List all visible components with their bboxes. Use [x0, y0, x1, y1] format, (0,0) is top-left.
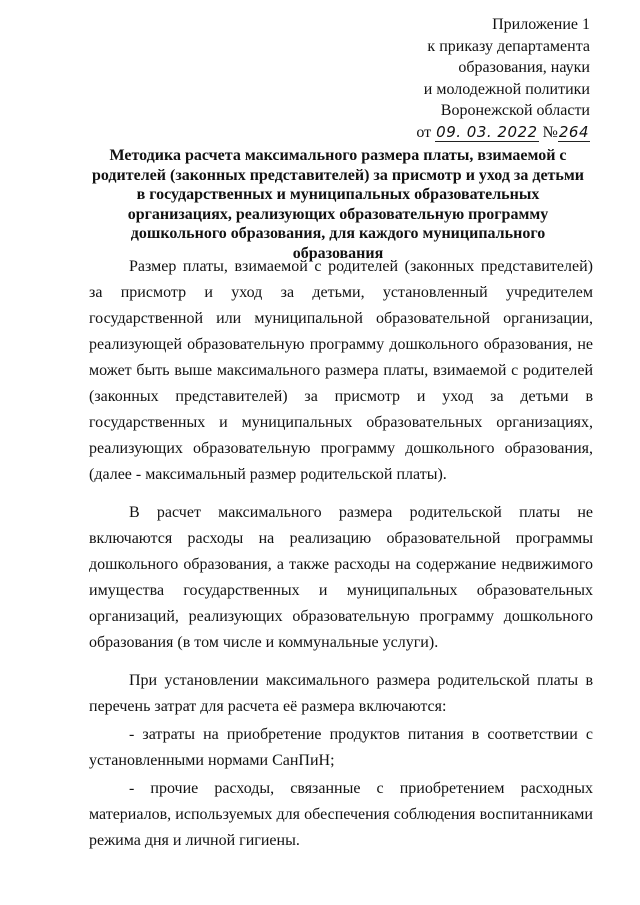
document-title: Методика расчета максимального размера платы, взимаемой с родителей (законных представителей) за присмотр и уход за детьми в государственных и муниципальных образовательных организациях, реализующих образовательную программу дошкольного образования, для каждого муниципального образования	[91, 147, 584, 262]
list-item-other-costs: - прочие расходы, связанные с приобретением расходных материалов, используемых для обеспечения соблюдения воспитанниками режима дня и личной гигиены.	[89, 780, 593, 849]
appendix-title: Приложение 1	[492, 16, 590, 33]
document-body	[89, 254, 593, 854]
appendix-line-department: образования, науки	[458, 59, 590, 76]
handwritten-date: 09. 03. 2022	[436, 122, 538, 141]
appendix-header	[416, 14, 590, 143]
paragraph-included-costs-intro: При установлении максимального размера родительской платы в перечень затрат для расчета её размера включаются:	[89, 672, 593, 715]
paragraph-excluded-costs: В расчет максимального размера родительской платы не включаются расходы на реализацию образовательной программы дошкольного образования, а также расходы на содержание недвижимого имущества государственных и муниципальных образовательных организаций, реализующих образовательную программу дошкольного образования (в том числе и коммунальные услуги).	[89, 504, 593, 651]
appendix-line-order: к приказу департамента	[427, 37, 590, 55]
handwritten-number: 264	[558, 122, 589, 141]
appendix-line-policy: и молодежной политики	[423, 80, 590, 98]
appendix-date-number	[416, 122, 590, 144]
paragraph-fee-limit: Размер платы, взимаемой с родителей (законных представителей) за присмотр и уход за детьми, установленный учредителем государственной или муниципальной образовательной организации, реализующей образовательную программу дошкольного образования, не может быть выше максимального размера платы, взимаемой с родителей (законных представителей) за присмотр и уход за детьми в государственных и муниципальных образовательных организациях, реализующих образовательную программу дошкольного образования, (далее - максимальный размер родительской платы).	[89, 258, 593, 483]
number-prefix: №	[542, 123, 558, 141]
appendix-line-region: Воронежской области	[440, 102, 590, 119]
date-prefix: от	[416, 123, 432, 141]
list-item-food-costs: - затраты на приобретение продуктов питания в соответствии с установленными нормами СанПиН;	[89, 726, 593, 769]
